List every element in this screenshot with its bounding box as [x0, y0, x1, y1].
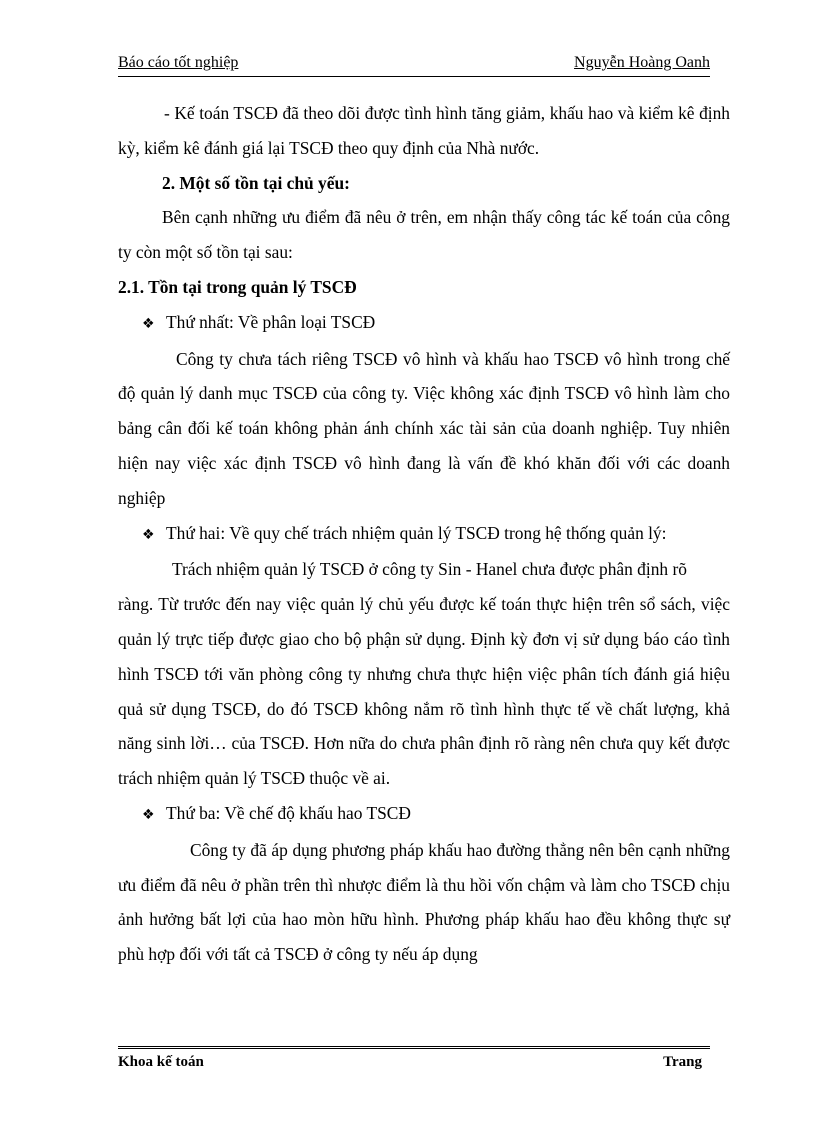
footer-rule	[118, 1046, 710, 1049]
bullet-second-label: Thứ hai: Về quy chế trách nhiệm quản lý TSCĐ trong hệ thống quản lý:	[166, 522, 667, 543]
paragraph-responsibility: ràng. Từ trước đến nay việc quản lý chủ yếu được kế toán thực hiện trên sổ sách, việc quản lý trực tiếp được giao cho bộ phận sử dụng. Định kỳ đơn vị sử dụng báo cáo tình hình TSCĐ tới văn phòng công ty nhưng chưa thực hiện việc phân tích đánh giá hiệu quả sử dụng TSCĐ, do đó TSCĐ không nắm rõ tình hình thực tế về chất lượng, khả năng sinh lời… của TSCĐ. Hơn nữa do chưa phân định rõ ràng nên chưa quy kết được trách nhiệm quản lý TSCĐ thuộc về ai.	[118, 594, 730, 789]
bullet-item-first	[118, 305, 730, 342]
section-heading-2: 2. Một số tồn tại chủ yếu:	[162, 172, 350, 193]
paragraph-intro: Bên cạnh những ưu điểm đã nêu ở trên, em nhận thấy công tác kế toán của công ty còn một số tồn tại sau:	[118, 207, 730, 263]
footer-page-label: Trang	[663, 1054, 702, 1070]
diamond-star-bullet-icon: ❖	[142, 315, 155, 332]
header-rule	[118, 76, 710, 77]
bullet-item-second	[118, 516, 730, 553]
header-author-name: Nguyễn Hoàng Oanh	[574, 54, 710, 71]
diamond-star-bullet-icon: ❖	[142, 526, 155, 543]
paragraph-tracking: - Kế toán TSCĐ đã theo dõi được tình hình tăng giảm, khấu hao và kiểm kê định kỳ, kiểm kê đánh giá lại TSCĐ theo quy định của Nhà nước.	[118, 103, 730, 158]
header-report-title: Báo cáo tốt nghiệp	[118, 54, 239, 71]
paragraph-depreciation: Công ty đã áp dụng phương pháp khấu hao đường thẳng nên bên cạnh những ưu điểm đã nêu ở phần trên thì nhược điểm là thu hồi vốn chậm và làm cho TSCĐ chịu ảnh hưởng bất lợi của hao mòn hữu hình. Phương pháp khấu hao đều không thực sự phù hợp đối với tất cả TSCĐ ở công ty nếu áp dụng	[118, 839, 730, 965]
document-body	[118, 96, 730, 972]
page-footer	[118, 1054, 702, 1071]
subsection-heading-2-1: 2.1. Tồn tại trong quản lý TSCĐ	[118, 276, 357, 297]
bullet-item-third	[118, 796, 730, 833]
paragraph-responsibility-lead: Trách nhiệm quản lý TSCĐ ở công ty Sin - Hanel chưa được phân định rõ	[172, 559, 687, 580]
diamond-star-bullet-icon: ❖	[142, 806, 155, 823]
paragraph-classification: Công ty chưa tách riêng TSCĐ vô hình và khấu hao TSCĐ vô hình trong chế độ quản lý danh mục TSCĐ của công ty. Việc không xác định TSCĐ vô hình làm cho bảng cân đối kế toán không phản ánh chính xác tài sản của doanh nghiệp. Tuy nhiên hiện nay việc xác định TSCĐ vô hình đang là vấn đề khó khăn đối với các doanh nghiệp	[118, 348, 730, 508]
bullet-third-label: Thứ ba: Về chế độ khấu hao TSCĐ	[166, 802, 411, 823]
page-header	[118, 54, 710, 72]
bullet-first-label: Thứ nhất: Về phân loại TSCĐ	[166, 311, 376, 332]
footer-department: Khoa kế toán	[118, 1054, 204, 1070]
